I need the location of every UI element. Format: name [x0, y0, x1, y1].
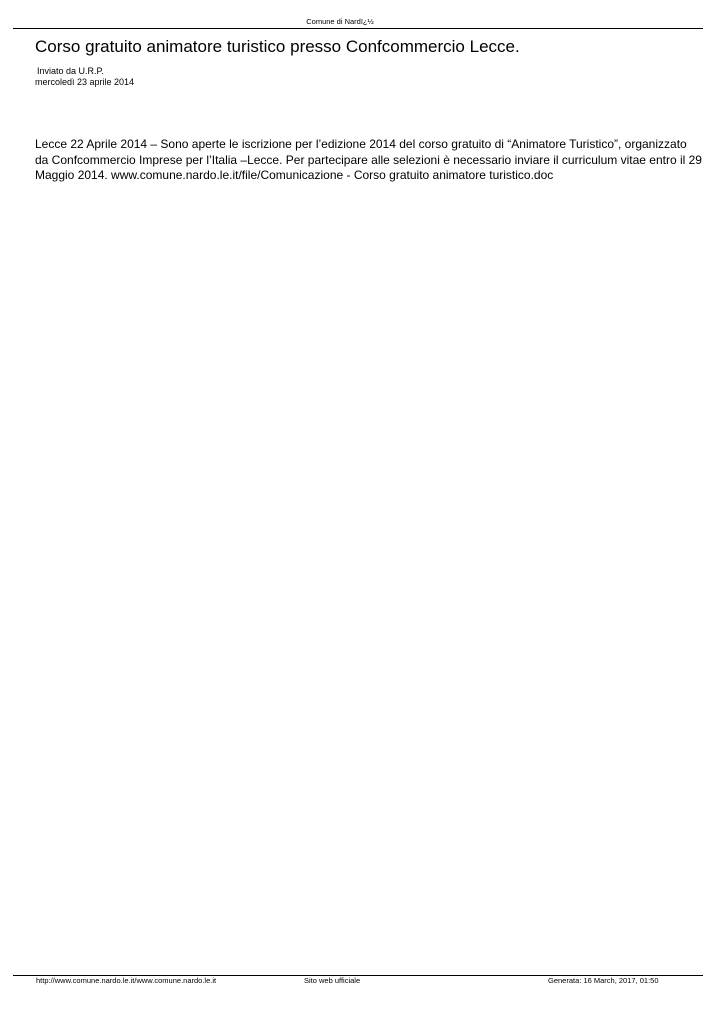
article-date: mercoledì 23 aprile 2014	[35, 77, 135, 87]
article-author: Inviato da U.R.P.	[37, 66, 104, 76]
article-meta	[35, 66, 134, 88]
article-body: Lecce 22 Aprile 2014 – Sono aperte le iscrizione per l’edizione 2014 del corso gratuito di “Animatore Turistico”, organizzato da Confcommercio Imprese per l’Italia –Lecce. Per partecipare alle selezioni è necessario inviare il curriculum vitae entro il 29 Maggio 2014. www.comune.nardo.le.it/file/Comunicazione - Corso gratuito animatore turistico.doc	[35, 137, 702, 182]
footer-generated-date: Generata: 16 March, 2017, 01:50	[548, 976, 659, 985]
footer	[0, 976, 725, 986]
header-divider	[13, 28, 703, 29]
footer-site-label: Sito web ufficiale	[304, 976, 361, 985]
footer-url: http://www.comune.nardo.le.it/www.comune.nardo.le.it	[36, 976, 217, 985]
header-site-name: Comune di Nardï¿½	[306, 17, 374, 26]
article-title: Corso gratuito animatore turistico presso Confcommercio Lecce.	[35, 37, 520, 56]
